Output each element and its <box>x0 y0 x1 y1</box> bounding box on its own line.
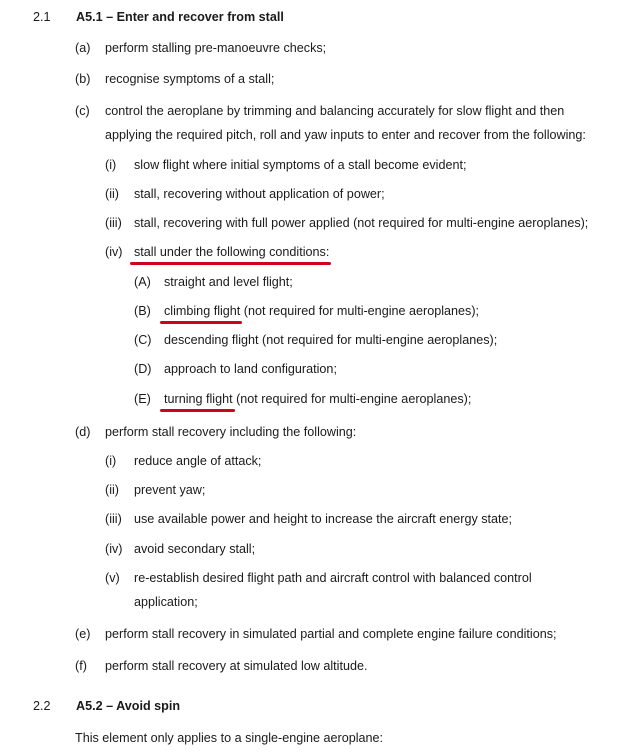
subitem-label: (ii) <box>105 187 119 201</box>
item-label: (d) <box>75 425 91 439</box>
subitem-text: reduce angle of attack; <box>134 454 262 468</box>
item-text: control the aeroplane by trimming and balancing accurately for slow flight and then <box>105 104 565 118</box>
subitem-text: stall, recovering with full power applied (not required for multi-engine aeroplanes); <box>134 216 589 230</box>
highlight-underline: climbing flight <box>164 304 241 318</box>
section-title: A5.2 – Avoid spin <box>76 699 181 713</box>
subitem-text: prevent yaw; <box>134 483 206 497</box>
subitem-text-underlined <box>134 244 329 260</box>
subitem-text: stall, recovering without application of power; <box>134 187 385 201</box>
subitem-text: re-establish desired flight path and aircraft control with balanced control <box>134 571 532 585</box>
item-text-continued: applying the required pitch, roll and yaw inputs to enter and recover from the following: <box>105 128 586 142</box>
item-label: (b) <box>75 72 91 86</box>
subitem-label: (ii) <box>105 483 119 497</box>
subitem-label: (iii) <box>105 512 122 526</box>
item-text: perform stalling pre-manoeuvre checks; <box>105 41 327 55</box>
subitem-label: (i) <box>105 454 117 468</box>
highlight-underline: stall under the following conditions: <box>134 245 330 259</box>
subsubitem-rest: (not required for multi-engine aeroplanes); <box>232 392 472 406</box>
section-title: A5.1 – Enter and recover from stall <box>76 10 284 24</box>
subitem-text: slow flight where initial symptoms of a stall become evident; <box>134 158 467 172</box>
subitem-label: (v) <box>105 571 120 585</box>
item-label: (a) <box>75 41 91 55</box>
item-label: (c) <box>75 104 90 118</box>
subsubitem-text <box>164 303 479 319</box>
section-number: 2.1 <box>33 10 51 24</box>
subsubitem-label: (A) <box>134 275 151 289</box>
subitem-label: (iv) <box>105 542 123 556</box>
subsubitem-label: (D) <box>134 362 152 376</box>
item-label: (e) <box>75 627 91 641</box>
subitem-text: use available power and height to increase the aircraft energy state; <box>134 512 513 526</box>
subsubitem-text: approach to land configuration; <box>164 362 337 376</box>
subsubitem-text: descending flight (not required for multi-engine aeroplanes); <box>164 333 498 347</box>
item-text: perform stall recovery including the following: <box>105 425 357 439</box>
subitem-label: (iii) <box>105 216 122 230</box>
subsubitem-rest: (not required for multi-engine aeroplanes); <box>240 304 480 318</box>
item-text: perform stall recovery at simulated low altitude. <box>105 659 368 673</box>
item-text: recognise symptoms of a stall; <box>105 72 275 86</box>
subitem-label: (i) <box>105 158 117 172</box>
item-label: (f) <box>75 659 87 673</box>
highlight-underline: turning flight <box>164 392 233 406</box>
subitem-text: avoid secondary stall; <box>134 542 256 556</box>
item-text: perform stall recovery in simulated partial and complete engine failure conditions; <box>105 627 557 641</box>
subsubitem-label: (C) <box>134 333 152 347</box>
section-number: 2.2 <box>33 699 51 713</box>
subsubitem-text: straight and level flight; <box>164 275 293 289</box>
section-note: This element only applies to a single-engine aeroplane: <box>75 731 384 745</box>
subsubitem-label: (B) <box>134 304 151 318</box>
subsubitem-label: (E) <box>134 392 151 406</box>
subsubitem-text <box>164 391 471 407</box>
subitem-label: (iv) <box>105 245 123 259</box>
subitem-text-continued: application; <box>134 595 198 609</box>
